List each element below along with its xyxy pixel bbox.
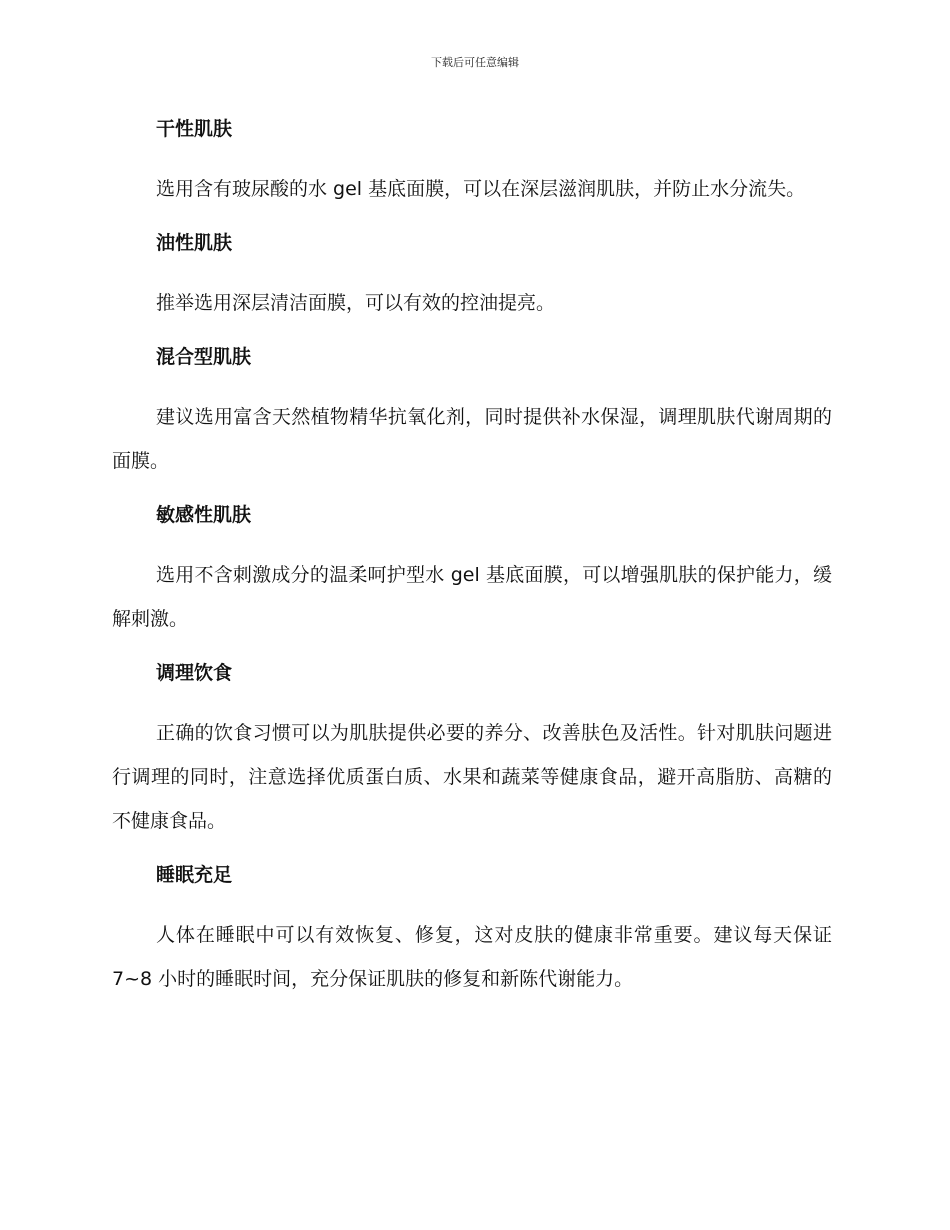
section-sensitive-skin — [112, 498, 832, 656]
section-paragraph: 选用不含刺激成分的温柔呵护型水 gel 基底面膜，可以增强肌肤的保护能力，缓解刺激。 — [112, 564, 832, 630]
section-heading: 调理饮食 — [156, 662, 233, 684]
section-heading: 睡眠充足 — [156, 864, 233, 886]
section-sleep — [112, 858, 832, 1001]
section-paragraph: 正确的饮食习惯可以为肌肤提供必要的养分、改善肤色及活性。针对肌肤问题进行调理的同时，注意选择优质蛋白质、水果和蔬菜等健康食品，避开高脂肪、高糖的不健康食品。 — [112, 722, 832, 832]
section-heading: 混合型肌肤 — [156, 346, 252, 368]
section-heading: 油性肌肤 — [156, 232, 233, 254]
section-paragraph: 选用含有玻尿酸的水 gel 基底面膜，可以在深层滋润肌肤，并防止水分流失。 — [156, 178, 806, 200]
section-heading: 干性肌肤 — [156, 118, 233, 140]
section-paragraph: 人体在睡眠中可以有效恢复、修复，这对皮肤的健康非常重要。建议每天保证 7~8 小时的睡眠时间，充分保证肌肤的修复和新陈代谢能力。 — [112, 924, 832, 990]
section-dry-skin — [112, 112, 832, 226]
section-combination-skin — [112, 340, 832, 498]
section-diet — [112, 656, 832, 858]
section-oily-skin — [112, 226, 832, 340]
page-header: 下载后可任意编辑 — [431, 56, 519, 69]
section-paragraph: 推举选用深层清洁面膜，可以有效的控油提亮。 — [156, 292, 556, 314]
section-paragraph: 建议选用富含天然植物精华抗氧化剂，同时提供补水保湿，调理肌肤代谢周期的面膜。 — [112, 406, 832, 472]
document-body — [112, 112, 832, 1001]
section-heading: 敏感性肌肤 — [156, 504, 252, 526]
